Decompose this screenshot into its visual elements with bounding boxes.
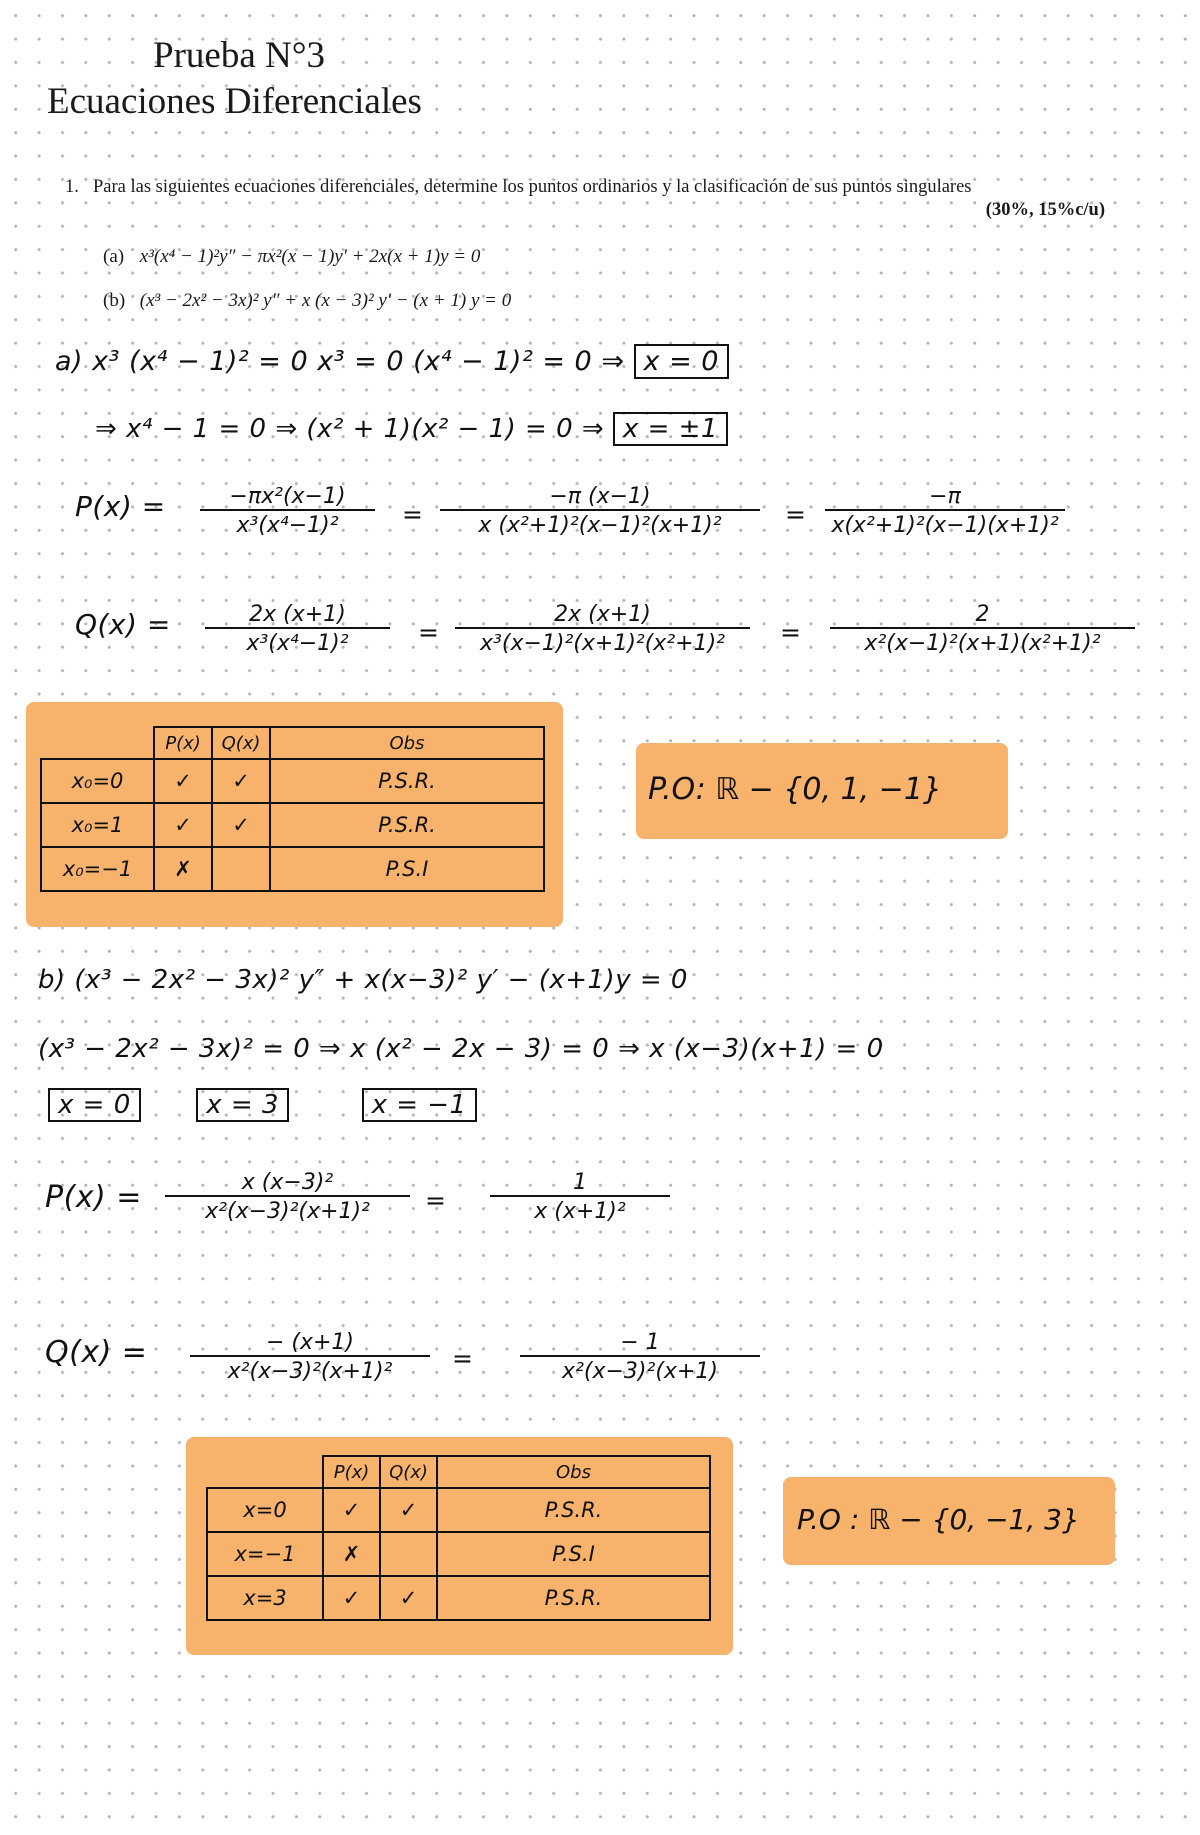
row-point: x=−1 <box>207 1532 323 1576</box>
part-a-p-f3-num: −π <box>929 484 961 509</box>
part-b-q-f2-den: x²(x−3)²(x+1) <box>520 1355 760 1384</box>
row-obs: P.S.R. <box>437 1576 710 1620</box>
part-a-root-box-0: x = 0 <box>634 344 729 379</box>
problem-statement <box>65 176 1105 220</box>
part-a-q-f1-num: 2x (x+1) <box>249 602 346 627</box>
part-a-p-fraction-2 <box>440 484 760 538</box>
part-b-q-label: Q(x) = <box>45 1335 148 1370</box>
row-p-check: ✓ <box>323 1576 380 1620</box>
part-b-root-box: x = 0 <box>48 1088 141 1122</box>
problem-number: 1. <box>65 177 79 197</box>
part-b-line-2: (x³ − 2x² − 3x)² = 0 ⇒ x (x² − 2x − 3) = 0 ⇒ x (x−3)(x+1) = 0 <box>38 1034 884 1064</box>
part-b-roots <box>48 1090 477 1120</box>
part-a-q-f1-den: x³(x⁴−1)² <box>205 627 390 656</box>
part-a-p-fraction-3 <box>825 484 1065 538</box>
part-b-ordinary-points: P.O : ℝ − {0, −1, 3} <box>797 1503 1080 1536</box>
row-p-check: ✓ <box>323 1488 380 1532</box>
header-q: Q(x) <box>380 1456 437 1488</box>
row-q-check: ✓ <box>212 759 270 803</box>
part-a-line-1-text: a) x³ (x⁴ − 1)² = 0 x³ = 0 (x⁴ − 1)² = 0 ⇒ <box>55 346 625 377</box>
part-a-p-f1-num: −πx²(x−1) <box>229 484 346 509</box>
part-a-p-eq-2: = <box>785 500 807 529</box>
problem-weight: (30%, 15%c/u) <box>985 200 1105 220</box>
part-a-p-f3-den: x(x²+1)²(x−1)(x+1)² <box>825 509 1065 538</box>
part-b-q-f1-den: x²(x−3)²(x+1)² <box>190 1355 430 1384</box>
row-point: x₀=1 <box>41 803 154 847</box>
part-a-q-fraction-2 <box>455 602 750 656</box>
part-b-p-f2-den: x (x+1)² <box>490 1195 670 1224</box>
row-obs: P.S.R. <box>270 759 544 803</box>
part-a-line-2-text: ⇒ x⁴ − 1 = 0 ⇒ (x² + 1)(x² − 1) = 0 ⇒ <box>95 414 605 444</box>
row-point: x=3 <box>207 1576 323 1620</box>
row-p-check: ✗ <box>323 1532 380 1576</box>
part-b-root-box: x = −1 <box>362 1088 477 1122</box>
item-b <box>103 290 511 312</box>
part-b-p-f1-den: x²(x−3)²(x+1)² <box>165 1195 410 1224</box>
part-a-p-eq-1: = <box>402 500 424 529</box>
header-q: Q(x) <box>212 727 270 759</box>
part-a-p-f1-den: x³(x⁴−1)² <box>200 509 375 538</box>
part-a-q-f3-num: 2 <box>975 602 990 627</box>
table-row <box>41 803 544 847</box>
header-p: P(x) <box>323 1456 380 1488</box>
part-a-q-fraction-3 <box>830 602 1135 656</box>
part-a-line-2 <box>95 414 728 444</box>
row-q-check: ✓ <box>212 803 270 847</box>
part-b-classification-table <box>206 1455 711 1621</box>
table-row <box>207 1488 710 1532</box>
part-a-p-f2-den: x (x²+1)²(x−1)²(x+1)² <box>440 509 760 538</box>
row-point: x=0 <box>207 1488 323 1532</box>
row-point: x₀=0 <box>41 759 154 803</box>
table-row <box>41 759 544 803</box>
part-a-classification-table <box>40 726 545 892</box>
title-line-1: Prueba N°3 <box>153 35 326 76</box>
part-b-q-f1-num: − (x+1) <box>265 1330 355 1355</box>
part-b-p-f1-num: x (x−3)² <box>241 1170 334 1195</box>
table-row <box>41 847 544 891</box>
part-a-q-fraction-1 <box>205 602 390 656</box>
header-obs: Obs <box>437 1456 710 1488</box>
problem-text: Para las siguientes ecuaciones diferenciales, determine los puntos ordinarios y la clasificación de sus puntos singulares <box>93 177 972 197</box>
part-b-p-f2-num: 1 <box>573 1170 587 1195</box>
table-row <box>207 1576 710 1620</box>
part-b-p-fraction-2 <box>490 1170 670 1224</box>
part-b-q-fraction-1 <box>190 1330 430 1384</box>
table-row <box>207 1532 710 1576</box>
table-header-row <box>207 1456 710 1488</box>
part-a-q-f2-den: x³(x−1)²(x+1)²(x²+1)² <box>455 627 750 656</box>
header-obs: Obs <box>270 727 544 759</box>
part-a-q-eq-2: = <box>780 618 802 647</box>
part-a-root-box-pm1: x = ±1 <box>613 412 728 446</box>
row-q-check <box>212 847 270 891</box>
row-q-check <box>380 1532 437 1576</box>
part-b-q-f2-num: − 1 <box>620 1330 660 1355</box>
part-b-q-eq-1: = <box>452 1344 474 1373</box>
item-a-equation: x³(x⁴ − 1)²y″ − πx²(x − 1)y′ + 2x(x + 1)y = 0 <box>139 246 481 267</box>
part-a-q-f3-den: x²(x−1)²(x+1)(x²+1)² <box>830 627 1135 656</box>
item-b-equation: (x³ − 2x² − 3x)² y″ + x (x − 3)² y′ − (x + 1) y = 0 <box>139 290 512 311</box>
item-b-label: (b) <box>103 290 126 311</box>
item-a <box>103 246 480 268</box>
part-a-line-1 <box>55 346 729 377</box>
row-obs: P.S.R. <box>270 803 544 847</box>
header-p: P(x) <box>154 727 212 759</box>
part-b-line-1: b) (x³ − 2x² − 3x)² y″ + x(x−3)² y′ − (x+1)y = 0 <box>38 965 688 995</box>
title-line-2: Ecuaciones Diferenciales <box>47 81 422 122</box>
part-a-q-eq-1: = <box>418 618 440 647</box>
part-a-ordinary-points: P.O: ℝ − {0, 1, −1} <box>648 772 942 807</box>
part-a-q-label: Q(x) = <box>75 608 171 641</box>
part-b-p-eq-1: = <box>425 1186 447 1215</box>
row-q-check: ✓ <box>380 1576 437 1620</box>
part-a-q-f2-num: 2x (x+1) <box>554 602 651 627</box>
row-p-check: ✓ <box>154 803 212 847</box>
part-b-q-fraction-2 <box>520 1330 760 1384</box>
row-obs: P.S.I <box>270 847 544 891</box>
row-p-check: ✓ <box>154 759 212 803</box>
part-a-p-fraction-1 <box>200 484 375 538</box>
row-q-check: ✓ <box>380 1488 437 1532</box>
row-obs: P.S.R. <box>437 1488 710 1532</box>
part-a-p-label: P(x) = <box>75 490 166 523</box>
part-b-p-fraction-1 <box>165 1170 410 1224</box>
part-b-root-box: x = 3 <box>196 1088 289 1122</box>
table-header-row <box>41 727 544 759</box>
part-a-p-f2-num: −π (x−1) <box>549 484 651 509</box>
item-a-label: (a) <box>103 246 125 267</box>
row-p-check: ✗ <box>154 847 212 891</box>
row-point: x₀=−1 <box>41 847 154 891</box>
part-b-p-label: P(x) = <box>45 1180 142 1215</box>
row-obs: P.S.I <box>437 1532 710 1576</box>
